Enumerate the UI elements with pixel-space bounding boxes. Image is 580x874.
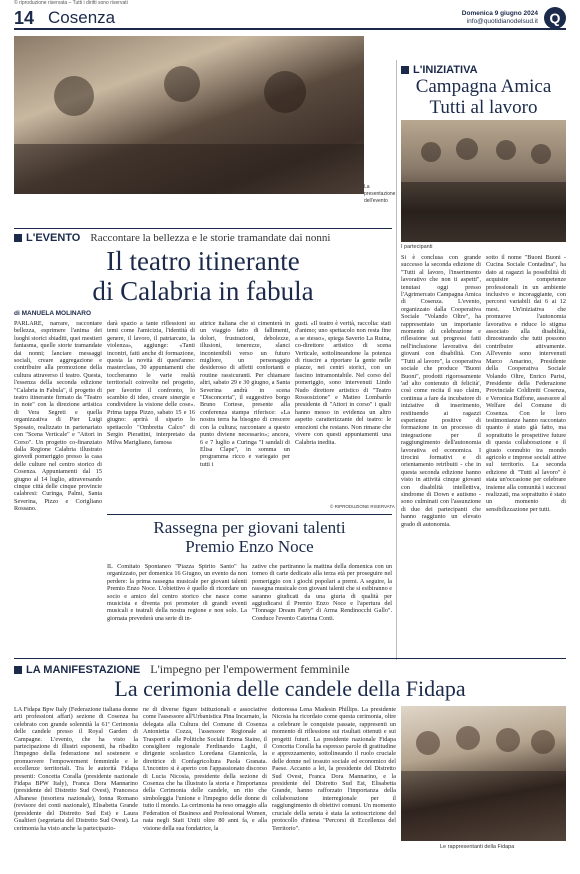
participants-photo bbox=[401, 120, 566, 242]
noce-column-1: IL Comitato Spontaneo "Piazza Spirito Santo" ha organizzato, per domenica 16 Giugno, un evento da non perdere: la prima rassegna musicale per giovani talenti Premio Enzo Noce. L'obiettivo è quello di ricordare un socio e amico del centro storico che nasce come musicista e diventa poi promoter di grandi eventi musicali e teatrali della nostra regione e non solo. La giornata prevederà una serie di in- bbox=[107, 563, 247, 622]
noce-title-line1: Rassegna per giovani talenti bbox=[153, 518, 346, 537]
evento-byline: di MANUELA MOLINARO bbox=[14, 310, 92, 317]
iniziativa-title-line2: Tutti al lavoro bbox=[429, 97, 538, 118]
evento-kicker-label: L'EVENTO bbox=[26, 232, 81, 244]
evento-header bbox=[14, 228, 392, 244]
event-presentation-photo bbox=[14, 36, 364, 194]
iniziativa-column-1: Si è conclusa con grande successo la seconda edizione di "Tutti al lavoro, l'inserimento lavorativo che non ti aspetti", tenutasi oggi presso l'Agrimercato Campagna Amica di Cosenza. L'evento, organizzato dalla Cooperativa Sociale "Volando Oltre", ha rappresentato un importante momento di celebrazione e riflessione sui progressi fatti nell'inclusione lavorativa dei giovani con disabilità. Con "Tutti al lavoro", la cooperativa sociale che produce "Buoni Buoni", prodotti rigorosamente 'ad alto contenuto di felicità', così come recita il suo claim, continua a fare da incubatore di iniziative di inserimento, restituendo ai ragazzi esperienze positive di formazione in un processo di integrazione per il raggiungimento dell'autonomia lavorativa ed economica. I tirocini formativi e di orientamento retribuiti - che in questa seconda edizione hanno visto in attività cinque giovani con disabilità intellettiva, sindrome di Down e autismo - sono culminati con l'assunzione di due dei partecipanti che hanno raggiunto un elevato grado di autonomia. bbox=[401, 254, 481, 528]
evento-subhead: Raccontare la bellezza e le storie tramandate dai nonni bbox=[90, 232, 331, 244]
date-box bbox=[462, 10, 538, 26]
fidapa-column-1: LA Fidapa Bpw Italy (Federazione italiana donne arti professioni affari) sezione di Cosenza ha celebrato con grande solennità la 61ª Cerimonia delle candele presso il Royal Garden di Campagne. L'evento, che ha visto la partecipazione di illustri esponenti, ha ribadito l'impegno della federazione nel sostenere e promuovere l'empowerment femminile e le eccellenze territoriali. Tra le autorità Fidapa presenti: Concetta Coralla (presidente nazionale Fidapa BPW Italy), Franca Dora Mannarino (presidente del Distretto Sud Ovest), Francesca Albanese (tesoriera nazionale), Ionna Romano (revisore dei conti nazionale), Elisabetta Grande (presidente del Distretto Sud Est) e Laura Gualtieri (segretaria del Distretto Sud Ovest). La cerimonia ha visto anche la partecipazio- bbox=[14, 706, 138, 832]
noce-title bbox=[107, 518, 392, 556]
iniziativa-title-line1: Campagna Amica bbox=[415, 76, 552, 97]
kicker-square bbox=[14, 234, 22, 242]
participants-caption: I partecipanti bbox=[401, 244, 433, 250]
evento-title-line2: di Calabria in fabula bbox=[92, 276, 314, 306]
noce-column-2: zative che partiranno la mattina della domenica con un torneo di carte dedicato alla terza età per proseguire nel pomeriggio con i giochi popolari a premi. A seguire, la rassegna musicale con giovani talenti che si esibiranno e saranno giudicati da una giuria di qualità per aggiudicarsi il Premio Enzo Noce e l'apertura del "Tonnage Dream Party" di Arma Rendinocchi Gallo". Conduce l'evento Caterina Conti. bbox=[252, 563, 392, 622]
fidapa-kicker-label: LA MANIFESTAZIONE bbox=[26, 663, 141, 676]
fidapa-photo bbox=[401, 706, 566, 841]
fidapa-kicker bbox=[14, 664, 140, 676]
evento-column-3: attrice italiana che si cimenterà in un viaggio fatto di fallimenti, dolori, frustrazioni, debolezze, illusioni, tenerezze, slanci incontenibili verso un futuro migliore, un personaggio desideroso di affetti confortanti e routine rassicuranti. Per chiamare altri, sabato 29 e 30 giugno, a Santa Severina andrà in scena "Disconcerta", il suggestivo borgo Bruno Cortese, presente alla conferenza stampa riferisce: «La nostra terra ha bisogno di crescere con la cultura; raccontare a questo punto diviene necessario»; ancora, 6 e 7 luglio a Curinga "I sandali di Elisa Clape", in somma un programma ricco e variegato per tutti i bbox=[200, 320, 290, 468]
fidapa-header bbox=[14, 662, 350, 677]
iniziativa-column-2: sotto il nome "Buoni Buoni - Cucina Sociale Contadina", ha dato ai ragazzi la possibilità di acquisire competenze professionali in un ambiente inclusivo e incoraggiante, con percorsi variabili dai 6 ai 12 mesi. Un'iniziativa che promuove l'autonomia lavorativa e riduce lo stigma associato alla disabilità, dimostrando che tutti possono contribuire attivamente. All'evento sono intervenuti Marco Amarino, Presidente della Cooperativa Sociale Volando Oltre, Enrico Parisi, Presidente della Federazione Provinciale Coldiretti Cosenza, e Veronica Buffone, assessore al Welfare del Comune di Cosenza. Con le loro testimonianze hanno raccontato quanto è stato già fatto, ma soprattutto le prospettive future di questa collaborazione e il giusto connubio tra mondo agricolo e imprese sociali attive sul territorio. La seconda edizione di "Tutti al lavoro" è stata un'occasione per celebrare insieme alla comunità i successi realizzati, ma soprattutto è stato un momento di sensibilizzazione per tutti. bbox=[486, 254, 566, 513]
page-number: 14 bbox=[14, 7, 35, 28]
noce-top-rule bbox=[107, 514, 392, 515]
evento-copyright: © RIPRODUZIONE RISERVATA bbox=[330, 504, 395, 509]
fidapa-title: La cerimonia delle candele della Fidapa bbox=[114, 676, 466, 701]
iniziativa-kicker bbox=[401, 64, 478, 76]
section-name: Cosenza bbox=[48, 8, 116, 27]
evento-title bbox=[14, 246, 392, 306]
fidapa-column-2: ne di diverse figure istituzionali e associative come l'assessore all'Urbanistica Pina Incarnato, la delegata alla Cultura del Comune di Cosenza Antonietta Cozza, l'assessore Regionale ai Trasporti e alle Politiche Sociali Emma Staine, il consigliere regionale Ferdinando Laghi, il dirigente scolastico Loredana Giannicola, la direttrice di Confagricoltura Paola Granata. L'incontro si è aperto con l'appassionato discorso di Lucia Nicosia, presidente della sezione di Cosenza che ha illustrato la storia e l'importanza della Cerimonia delle candele, un rito che simboleggia l'unione e l'impegno delle donne di tutto il mondo. La cerimonia ha reso omaggio alla Federation of Business and Professional Women, nata negli Stati Uniti oltre 80 anni fa, e alla visione della sua fondatrice, la bbox=[143, 706, 267, 832]
evento-column-4: gusti. «Il teatro è verità, raccolta: stati d'animo; uno spettacolo non resta fine a se stesso», spiega Saverio La Ruina, co-direttore artistico di scena Verticale, sottolineandone la potenza di riuscire a riportare la gente nelle piazze, nei centri storici, con un fascino intramontabile. Nel corso del pomeriggio, sono intervenuti Lindo Nudo direttore artistico di "Teatro Rossosizione" e Matteo Lombardo presidente di "Attori in corso" i quali hanno messo in evidenza un altro aspetto caratterizzante del teatro: le emozioni che restano. Non rimane che vivere con questi appuntamenti una Calabria inedita. bbox=[295, 320, 391, 446]
contact-email: info@quotidianodelsud.it bbox=[466, 18, 538, 25]
top-photo-caption: La presentazione dell'evento bbox=[364, 184, 396, 204]
noce-title-line2: Premio Enzo Noce bbox=[185, 537, 314, 556]
column-divider bbox=[396, 60, 397, 660]
fidapa-subhead: L'impegno per l'empowerment femminile bbox=[150, 662, 350, 676]
copyright-notice: © riproduzione riservata – Tutti i diritti sono riservati bbox=[14, 0, 128, 6]
evento-kicker bbox=[14, 232, 80, 244]
masthead bbox=[14, 8, 566, 30]
fidapa-top-rule bbox=[14, 658, 566, 659]
evento-column-1: PARLARE, narrare, raccontare bellezza, esprimere l'anima dei luoghi storici sbiaditi, quei mestieri fantasma, quelle storie tramandate dai nonni; lanciare messaggi sociali, creare aggregazione e contribuire alla promozione della cultura attraverso il teatro. Questa, l'essenza della seconda edizione "Calabria in Fabula", il progetto di teatro itinerante firmato da "Teatro in note" con la direzione artistica di Vera Segreti e quella organizzativa di Pier Luigi Sposato, realizzato in partenariato con "Scena Verticale" e "Attori in Corso". Un progetto co-finanziato dalla Regione Calabria illustrato giovedì pomeriggio presso la casa delle culture nel centro storico di Cosenza. Appuntamenti dal 15 giugno al 14 luglio, attraversando cinque città delle cinque provincie calabresi: Curinga, Palmi, Santa Severina, Pizzo e Corigliano Rossano. bbox=[14, 320, 102, 513]
kicker-square bbox=[14, 666, 22, 674]
evento-column-2: darà spazio a tante riflessioni su temi come l'amicizia, l'identità di genere, il lavoro, il patriarcato, la violenza», aggiunge: «Tanti incontri, fatti anche di formazione, questa la novità di quest'anno: masterclass, 30 appuntamenti che toccheranno le varie realtà territoriali coinvolte nel progetto, per favorire il confronto, lo scambio di idee, creare sinergie e condividere la visione delle cose». Prima tappa Pizzo, sabato 15 e 16 giugno: aprirà il sipario lo spettacolo "Ombretta Calco" di Sergio Pierattini, interpretato da Milva Marigliano, famosa bbox=[107, 320, 195, 446]
evento-title-line1: Il teatro itinerante bbox=[106, 246, 300, 276]
newspaper-logo: Q bbox=[544, 7, 566, 29]
iniziativa-kicker-label: L'INIZIATIVA bbox=[413, 64, 478, 76]
iniziativa-title bbox=[401, 76, 566, 118]
kicker-square bbox=[401, 66, 409, 74]
issue-date: Domenica 9 giugno 2024 bbox=[461, 10, 538, 17]
fidapa-column-3: dottoressa Lena Madesin Phillips. La presidente Nicosia ha ricordato come questa cerimonia, oltre a celebrare le conquiste passate, rappresenti un momento di riflessione sui risultati ottenuti e sui progetti futuri. La presidente nazionale Fidapa Concetta Coralla ha espresso parole di gratitudine e apprezzamento, sottolineando il ruolo cruciale delle donne nel tessuto sociale ed economico del Paese. Accanto a lei, la presidente del Distretto Sud Ovest, Franca Dora Mannarino, e la presidente del Distretto Sud Est, Elisabetta Grande, hanno rafforzato l'importanza della collaborazione interregionale per il raggiungimento di obiettivi comuni. Un momento cruciale della serata è stata la sottoscrizione del protocollo d'intesa "Percorsi di Eccellenza del Territorio". bbox=[272, 706, 396, 832]
fidapa-photo-caption: Le rappresentanti della Fidapa bbox=[440, 844, 515, 850]
